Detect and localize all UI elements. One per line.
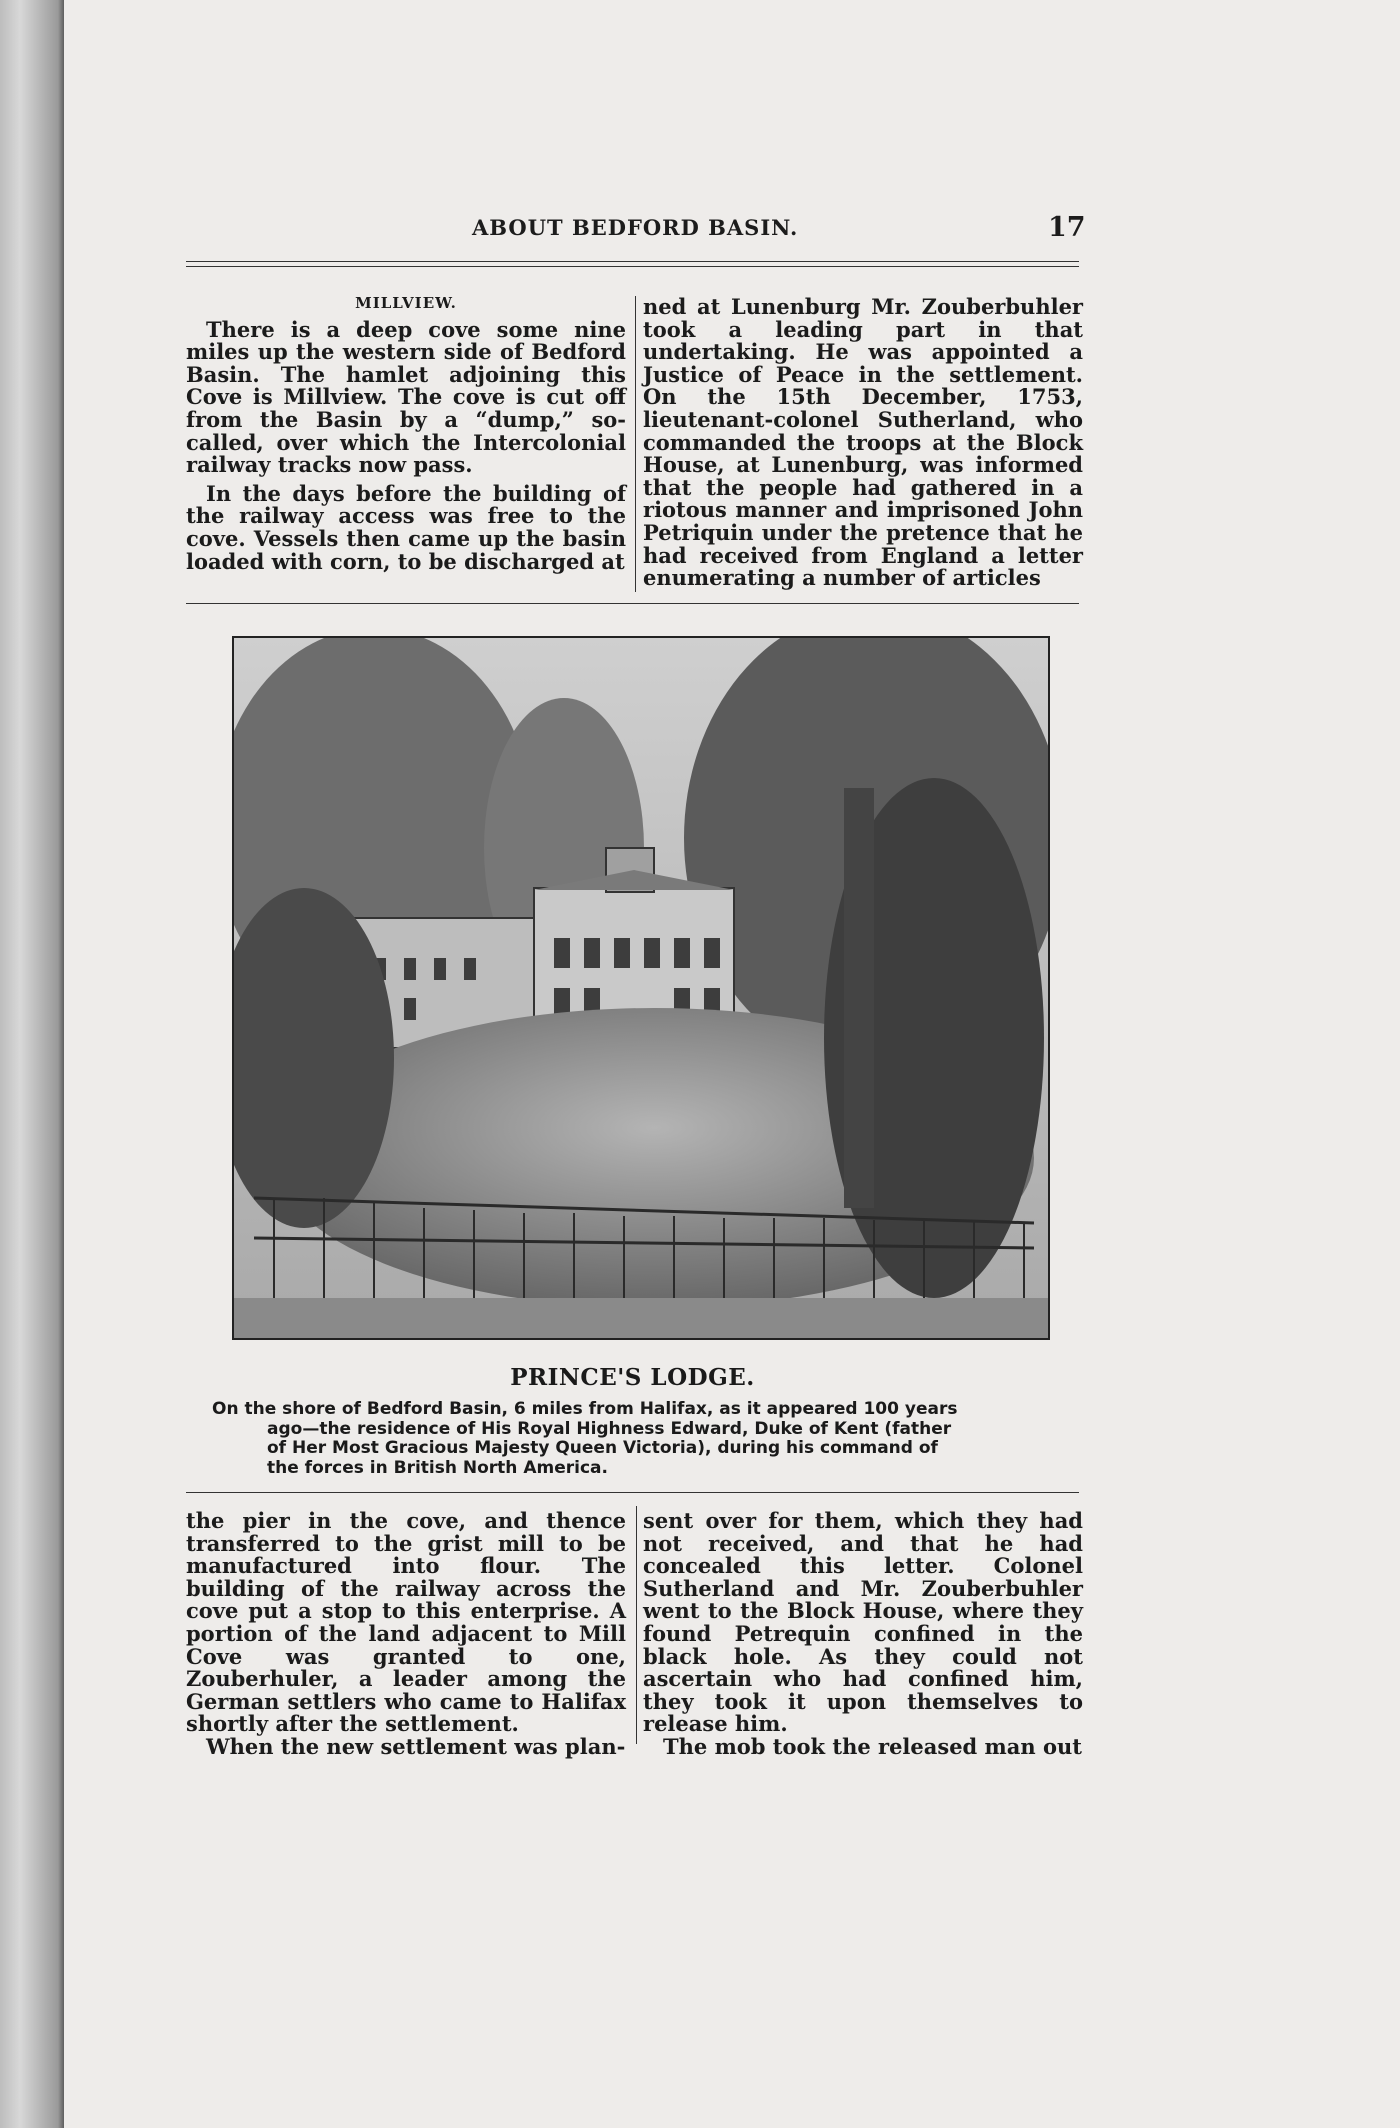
caption-title: PRINCE'S LODGE. bbox=[510, 1364, 755, 1391]
caption-body bbox=[212, 1400, 1072, 1478]
column-top-left bbox=[186, 292, 626, 573]
binding-gutter bbox=[0, 0, 64, 2128]
paragraph: The mob took the released man out bbox=[663, 1733, 1082, 1759]
section-heading: MILLVIEW. bbox=[355, 294, 457, 312]
running-head: ABOUT BEDFORD BASIN. bbox=[472, 215, 799, 240]
paragraph: the pier in the cove, and thence transferred to the grist mill to be manufactured into flour. The building of the railway across the cove put a stop to this enterprise. A portion of the land adjacent to Mill Cove was granted to one, Zouberhuler, a leader among the German settlers who came to Halifax shortly after the settlement. bbox=[186, 1508, 626, 1737]
column-bottom-left bbox=[186, 1510, 626, 1759]
illustration-princes-lodge bbox=[232, 636, 1050, 1340]
caption-line: the forces in British North America. bbox=[267, 1457, 608, 1478]
section-rule bbox=[186, 603, 1079, 604]
caption-line: On the shore of Bedford Basin, 6 miles from Halifax, as it appeared 100 years bbox=[212, 1399, 958, 1419]
column-bottom-right bbox=[643, 1510, 1083, 1759]
paragraph: sent over for them, which they had not received, and that he had concealed this letter. Colonel Sutherland and Mr. Zouberbuhler went to the Block House, where they found Petrequin confined in the black hole. As they could not ascertain who had confined him, they took it upon themselves to release him. bbox=[643, 1508, 1083, 1737]
header-rule bbox=[186, 261, 1079, 262]
column-divider bbox=[635, 296, 636, 592]
header-rule-2 bbox=[186, 266, 1079, 267]
section-rule-2 bbox=[186, 1492, 1079, 1493]
page-number: 17 bbox=[1048, 212, 1086, 243]
paragraph: When the new settlement was plan- bbox=[206, 1733, 626, 1759]
paragraph: ned at Lunenburg Mr. Zouberbuhler took a leading part in that undertaking. He was appointed a Justice of Peace in the settlement. On the 15th December, 1753, lieutenant-colonel Sutherland, who commanded the troops at the Block House, at Lunenburg, was informed that the people had gathered in a riotous manner and imprisoned John Petriquin under the pretence that he had received from England a letter enumerating a number of articles bbox=[643, 294, 1083, 591]
paragraph: There is a deep cove some nine miles up the western side of Bedford Basin. The hamlet adjoining this Cove is Millview. The cove is cut off from the Basin by a “dump,” so-called, over which the Intercolonial railway tracks now pass. bbox=[186, 316, 626, 478]
column-divider bbox=[636, 1506, 637, 1744]
caption-line: of Her Most Gracious Majesty Queen Victoria), during his command of bbox=[267, 1438, 938, 1458]
caption-line: ago—the residence of His Royal Highness Edward, Duke of Kent (father bbox=[267, 1418, 952, 1439]
column-top-right bbox=[643, 296, 1083, 590]
paragraph: In the days before the building of the railway access was free to the cove. Vessels then came up the basin loaded with corn, to be discharged at bbox=[186, 480, 626, 574]
